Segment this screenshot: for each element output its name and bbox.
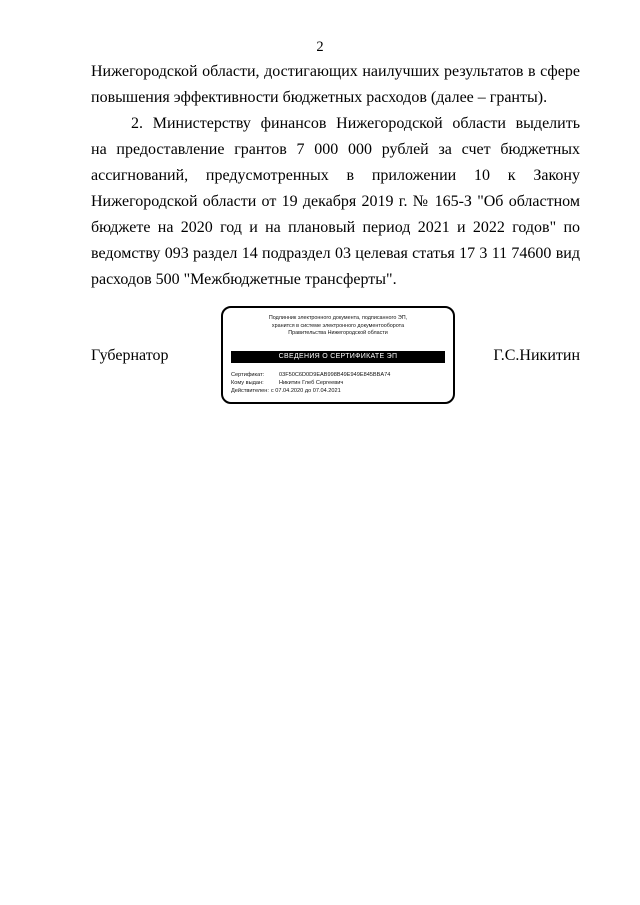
body-line-1: Нижегородской области, достигающих наилучших результатов в сфере bbox=[91, 63, 580, 80]
stamp-header bbox=[223, 315, 453, 338]
stamp-certificate-row bbox=[231, 371, 451, 379]
body-line-8: ведомству 093 раздел 14 подраздел 03 целевая статья 17 3 11 74600 вид bbox=[91, 245, 580, 262]
body-line-3: 2. Министерству финансов Нижегородской области выделить bbox=[131, 115, 580, 132]
stamp-header-line: Правительства Нижегородской области bbox=[288, 330, 388, 337]
body-line-7: бюджете на 2020 год и на плановый период 2021 и 2022 годов" по bbox=[91, 219, 580, 236]
stamp-header-line: хранится в системе электронного документооборота bbox=[271, 322, 405, 329]
validity-value: с 07.04.2020 до 07.04.2021 bbox=[270, 388, 341, 394]
issued-to-value: Никитин Глеб Сергеевич bbox=[279, 380, 344, 386]
body-line-2: повышения эффективности бюджетных расходов (далее – гранты). bbox=[91, 89, 548, 106]
stamp-validity-row bbox=[231, 387, 451, 395]
body-line-9: расходов 500 "Межбюджетные трансферты". bbox=[91, 271, 397, 288]
electronic-signature-stamp bbox=[221, 306, 455, 404]
stamp-issued-to-row bbox=[231, 379, 451, 387]
issued-to-label: Кому выдан: bbox=[231, 380, 264, 386]
body-line-6: Нижегородской области от 19 декабря 2019 г. № 165-З "Об областном bbox=[91, 193, 580, 210]
signer-name: Г.С.Никитин bbox=[493, 347, 580, 364]
signer-title: Губернатор bbox=[91, 347, 169, 364]
body-line-5: ассигнований, предусмотренных в приложении 10 к Закону bbox=[91, 167, 580, 184]
stamp-certificate-info bbox=[231, 371, 451, 395]
validity-label: Действителен: bbox=[231, 388, 269, 394]
page-number: 2 bbox=[316, 39, 324, 55]
body-line-4: на предоставление грантов 7 000 000 рублей за счет бюджетных bbox=[91, 141, 580, 158]
stamp-header-line: Подлинник электронного документа, подписанного ЭП, bbox=[268, 315, 408, 321]
certificate-value: 03F50C6D0D9EAB998B49E949E845BBA74 bbox=[279, 372, 391, 378]
certificate-label: Сертификат: bbox=[231, 372, 265, 378]
stamp-certificate-band: СВЕДЕНИЯ О СЕРТИФИКАТЕ ЭП bbox=[231, 351, 445, 363]
